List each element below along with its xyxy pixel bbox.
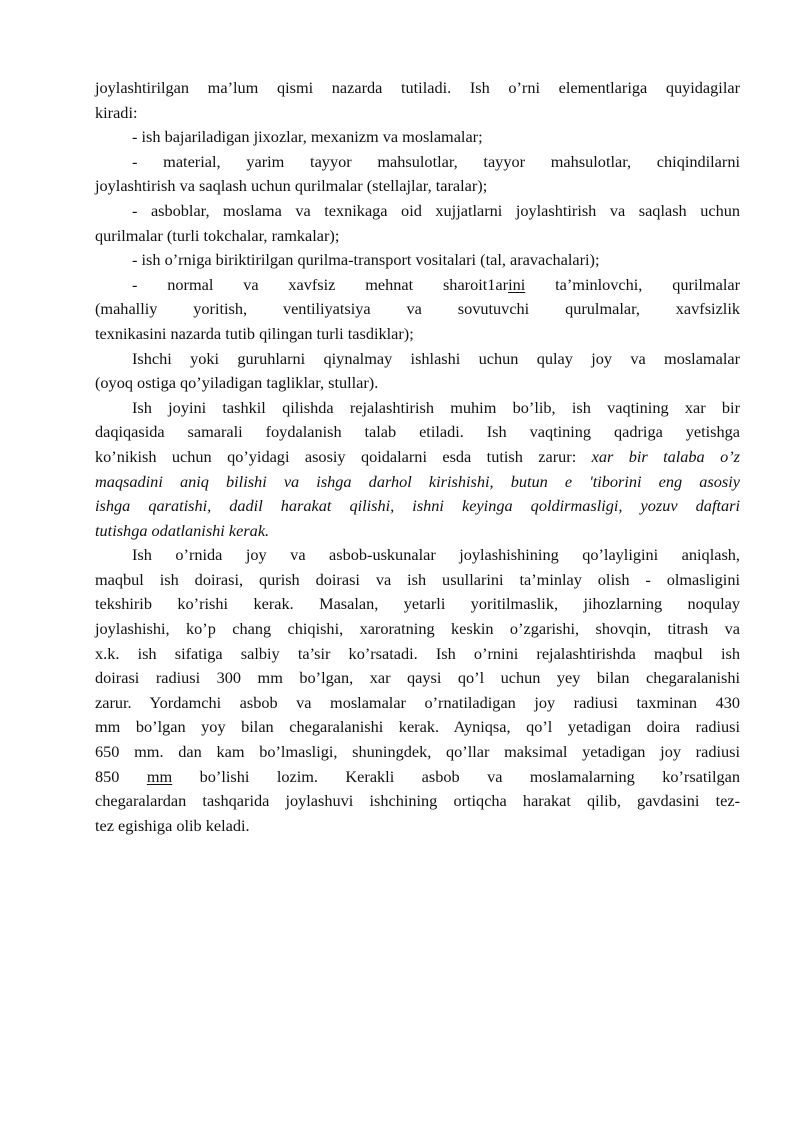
underlined-text: mm bbox=[146, 766, 173, 786]
list-item: - asboblar, moslama va texnikaga oid xujjatlarni joylashtirish va saqlash uchun bbox=[132, 200, 740, 220]
paragraph-line: Ish joyini tashkil qilishda rejalashtirish muhim bo’lib, ish vaqtining xar bir bbox=[132, 397, 740, 417]
paragraph-line: joylashishi, ko’p chang chiqishi, xaroratning keskin o’zgarishi, shovqin, titrash va bbox=[95, 619, 740, 639]
list-item bbox=[95, 273, 740, 298]
paragraph-line: Ishchi yoki guruhlarni qiynalmay ishlashi uchun qulay joy va moslamalar bbox=[132, 348, 740, 368]
paragraph-line bbox=[95, 445, 740, 470]
paragraph-line bbox=[95, 765, 740, 790]
text-run: ta’minlovchi, qurilmalar bbox=[525, 274, 741, 294]
list-item-continuation: qurilmalar (turli tokchalar, ramkalar); bbox=[95, 225, 340, 245]
italic-text: xar bir talaba o’z bbox=[591, 446, 740, 466]
list-item-continuation: joylashtirish va saqlash uchun qurilmalar (stellajlar, taralar); bbox=[95, 176, 488, 196]
list-item: - material, yarim tayyor mahsulotlar, tayyor mahsulotlar, chiqindilarni bbox=[132, 151, 740, 171]
list-item: - ish o’rniga biriktirilgan qurilma-transport vositalari (tal, aravachalari); bbox=[132, 250, 600, 270]
italic-line: maqsadini aniq bilishi va ishga darhol kirishishi, butun e 'tiborini eng asosiy bbox=[95, 471, 740, 491]
text-run: 850 bbox=[95, 766, 147, 786]
italic-line: tutishga odatlanishi kerak. bbox=[95, 520, 270, 540]
paragraph-line: Ish o’rnida joy va asbob-uskunalar joylashishining qo’layligini aniqlash, bbox=[132, 545, 740, 565]
italic-line: ishga qaratishi, dadil harakat qilishi, ishni keyinga qoldirmasligi, yozuv daftari bbox=[95, 496, 740, 516]
paragraph-line: tez egishiga olib keladi. bbox=[95, 815, 250, 835]
paragraph-line: mm bo’lgan yoy bilan chegaralanishi kerak. Ayniqsa, qo’l yetadigan doira radiusi bbox=[95, 717, 740, 737]
text-run: ko’nikish uchun qo’yidagi asosiy qoidalarni esda tutish zarur: bbox=[95, 446, 592, 466]
paragraph-line: x.k. ish sifatiga salbiy ta’sir ko’rsatadi. Ish o’rnini rejalashtirishda maqbul ish bbox=[95, 643, 740, 663]
list-item: - ish bajariladigan jixozlar, mexanizm va moslamalar; bbox=[132, 127, 483, 147]
paragraph-line: (oyoq ostiga qo’yiladigan tagliklar, stullar). bbox=[95, 373, 379, 393]
underlined-text: ini bbox=[508, 274, 526, 294]
paragraph-line: daqiqasida samarali foydalanish talab etiladi. Ish vaqtining qadriga yetishga bbox=[95, 422, 740, 442]
paragraph-line: joylashtirilgan ma’lum qismi nazarda tutiladi. Ish o’rni elementlariga quyidagilar bbox=[95, 78, 740, 97]
text-run: bo’lishi lozim. Kerakli asbob va moslamalarning ko’rsatilgan bbox=[172, 766, 740, 786]
text-run: - normal va xavfsiz mehnat sharoit1ar bbox=[132, 274, 509, 294]
document-page bbox=[95, 76, 740, 838]
paragraph-line: maqbul ish doirasi, qurish doirasi va ish usullarini ta’minlay olish - olmasligini bbox=[95, 569, 740, 589]
paragraph-line: zarur. Yordamchi asbob va moslamalar o’rnatiladigan joy radiusi taxminan 430 bbox=[95, 692, 740, 712]
paragraph-line: doirasi radiusi 300 mm bo’lgan, xar qaysi qo’l uchun yey bilan chegaralanishi bbox=[95, 668, 740, 688]
paragraph-line: kiradi: bbox=[95, 102, 138, 122]
paragraph-line: chegaralardan tashqarida joylashuvi ishchining ortiqcha harakat qilib, gavdasini tez- bbox=[95, 791, 740, 811]
paragraph-line: tekshirib ko’rishi kerak. Masalan, yetarli yoritilmaslik, jihozlarning noqulay bbox=[95, 594, 740, 614]
list-item-continuation: texnikasini nazarda tutib qilingan turli tasdiklar); bbox=[95, 323, 414, 343]
list-item-continuation: (mahalliy yoritish, ventiliyatsiya va sovutuvchi qurulmalar, xavfsizlik bbox=[95, 299, 740, 319]
paragraph-line: 650 mm. dan kam bo’lmasligi, shuningdek, qo’llar maksimal yetadigan joy radiusi bbox=[95, 742, 740, 762]
